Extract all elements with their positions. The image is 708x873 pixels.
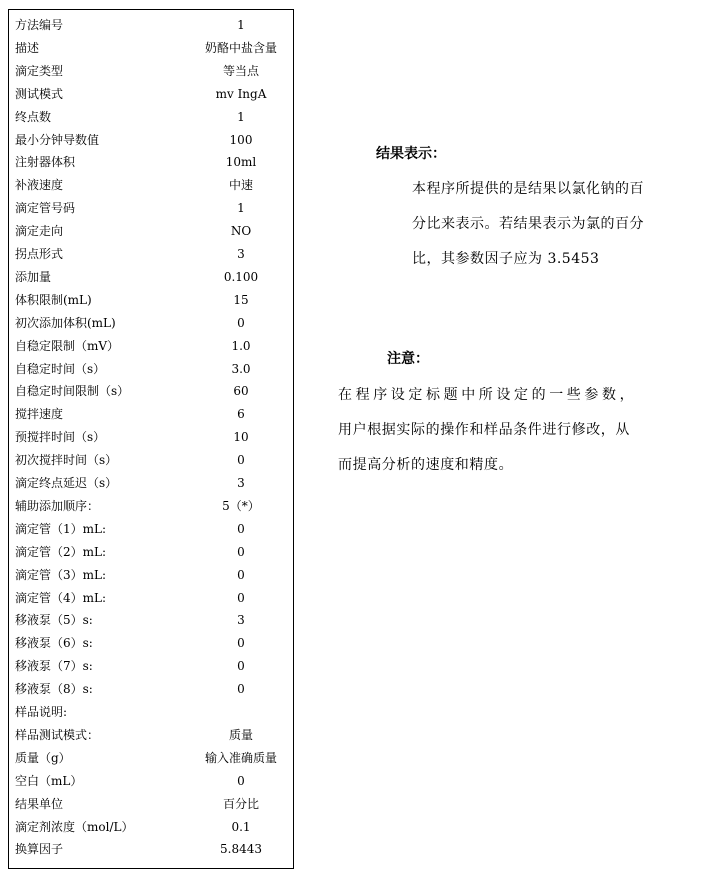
- param-label: 自稳定时间限制（s）: [15, 384, 130, 399]
- param-label: 移液泵（6）s:: [15, 636, 93, 651]
- param-label: 辅助添加顺序：: [15, 498, 100, 513]
- param-value: 输入准确质量: [204, 750, 277, 765]
- param-label: 补液速度: [15, 178, 64, 193]
- param-row: [9, 197, 293, 219]
- param-label: 滴定类型: [15, 63, 64, 78]
- param-label: 滴定剂浓度（mol/L）: [15, 819, 134, 834]
- param-row: [9, 564, 293, 586]
- param-value: 1.0: [231, 338, 251, 353]
- result-heading: 结果表示：: [376, 146, 446, 162]
- param-row: [9, 655, 293, 677]
- param-value: mv IngA: [215, 86, 267, 101]
- note-line: 用户根据实际的操作和样品条件进行修改，从: [338, 422, 630, 438]
- note-heading: 注意：: [387, 351, 429, 367]
- param-label: 移液泵（5）s:: [15, 613, 93, 628]
- param-label: 滴定终点延迟（s）: [15, 476, 118, 490]
- param-label: 方法编号: [15, 18, 64, 32]
- param-value: 10: [233, 430, 249, 445]
- param-value: 5.8443: [220, 842, 262, 857]
- param-row: [9, 747, 293, 769]
- param-row: [9, 220, 293, 242]
- param-label: 搅拌速度: [15, 407, 64, 422]
- param-value: 0: [237, 590, 245, 605]
- param-label: 终点数: [15, 109, 52, 124]
- param-label: 描述: [15, 40, 40, 55]
- result-text: [412, 172, 702, 277]
- param-label: 自稳定时间（s）: [15, 361, 106, 376]
- param-row: [9, 289, 293, 311]
- param-value: 0: [237, 521, 245, 536]
- param-label: 样品测试模式：: [15, 727, 100, 742]
- parameter-table: [8, 9, 294, 869]
- result-line: 比，其参数因子应为 3.5453: [412, 251, 600, 267]
- param-label: 换算因子: [15, 842, 64, 857]
- param-row: [9, 312, 293, 334]
- param-value: 0: [237, 773, 245, 788]
- param-label: 滴定管号码: [15, 201, 76, 216]
- param-value: 3.0: [231, 361, 251, 376]
- param-value: 100: [229, 132, 253, 147]
- param-label: 滴定管（2）mL:: [15, 544, 107, 559]
- param-row: [9, 724, 293, 746]
- param-value: 1: [237, 201, 245, 216]
- param-value: 60: [233, 384, 249, 399]
- param-row: [9, 14, 293, 36]
- note-text: [338, 378, 703, 483]
- param-row: [9, 632, 293, 654]
- param-row: [9, 701, 293, 723]
- param-value: 0: [237, 567, 245, 582]
- param-value: 0: [237, 315, 245, 330]
- param-label: 添加量: [15, 269, 52, 284]
- param-label: 质量（g）: [15, 750, 71, 765]
- param-row: [9, 403, 293, 425]
- result-line: 本程序所提供的是结果以氯化钠的百: [412, 181, 644, 197]
- param-value: NO: [230, 224, 252, 239]
- param-label: 滴定管（3）mL:: [15, 567, 107, 582]
- param-value: 10ml: [225, 155, 257, 170]
- param-value: 质量: [228, 727, 253, 742]
- param-label: 空白（mL）: [15, 773, 83, 788]
- param-row: [9, 770, 293, 792]
- param-row: [9, 243, 293, 265]
- param-row: [9, 151, 293, 173]
- param-row: [9, 266, 293, 288]
- param-row: [9, 587, 293, 609]
- param-label: 滴定管（1）mL:: [15, 521, 107, 536]
- param-value: 0: [237, 453, 245, 468]
- param-row: [9, 449, 293, 471]
- param-value: 0: [237, 636, 245, 651]
- param-value: 等当点: [222, 63, 259, 78]
- param-value: 0.100: [223, 269, 259, 284]
- param-label: 初次搅拌时间（s）: [15, 453, 118, 468]
- param-label: 滴定走向: [15, 224, 64, 239]
- param-label: 样品说明:: [15, 705, 68, 719]
- param-label: 初次添加体积(mL): [15, 315, 116, 330]
- param-label: 最小分钟导数值: [15, 132, 100, 147]
- param-row: [9, 60, 293, 82]
- param-value: 0.1: [231, 819, 251, 834]
- param-row: [9, 678, 293, 700]
- param-label: 滴定管（4）mL:: [15, 590, 107, 605]
- param-row: [9, 541, 293, 563]
- param-label: 移液泵（8）s:: [15, 682, 93, 697]
- param-value: 3: [237, 247, 245, 261]
- param-value: 奶酪中盐含量: [204, 40, 277, 55]
- note-line: 而提高分析的速度和精度。: [338, 457, 514, 473]
- param-row: [9, 518, 293, 540]
- param-value: 3: [237, 613, 245, 628]
- param-value: 0: [237, 682, 245, 697]
- param-label: 结果单位: [15, 796, 64, 811]
- result-line: 分比来表示。若结果表示为氯的百分: [412, 216, 644, 232]
- param-row: [9, 472, 293, 494]
- param-value: 0: [237, 659, 245, 674]
- param-row: [9, 335, 293, 357]
- param-value: 3: [237, 476, 245, 490]
- param-row: [9, 174, 293, 196]
- param-row: [9, 358, 293, 380]
- param-value: 1: [237, 109, 245, 124]
- param-row: [9, 37, 293, 59]
- param-value: 百分比: [222, 796, 259, 811]
- param-row: [9, 816, 293, 838]
- param-row: [9, 609, 293, 631]
- param-value: 15: [233, 292, 249, 307]
- param-label: 注射器体积: [15, 155, 76, 170]
- param-label: 测试模式: [15, 86, 64, 101]
- param-label: 自稳定限制（mV）: [15, 338, 120, 353]
- param-row: [9, 495, 293, 517]
- param-value: 6: [237, 407, 245, 422]
- param-label: 体积限制(mL): [15, 292, 92, 307]
- param-row: [9, 83, 293, 105]
- note-line: 在程序设定标题中所设定的一些参数，: [338, 387, 638, 403]
- param-value: 中速: [228, 178, 253, 193]
- param-row: [9, 838, 293, 860]
- param-row: [9, 106, 293, 128]
- param-row: [9, 426, 293, 448]
- param-value: 0: [237, 544, 245, 559]
- param-label: 拐点形式: [15, 247, 64, 261]
- param-row: [9, 380, 293, 402]
- param-label: 移液泵（7）s:: [15, 659, 93, 674]
- param-value: 1: [237, 18, 245, 32]
- param-row: [9, 793, 293, 815]
- param-label: 预搅拌时间（s）: [15, 430, 106, 445]
- param-row: [9, 129, 293, 151]
- param-value: 5（*）: [222, 498, 260, 513]
